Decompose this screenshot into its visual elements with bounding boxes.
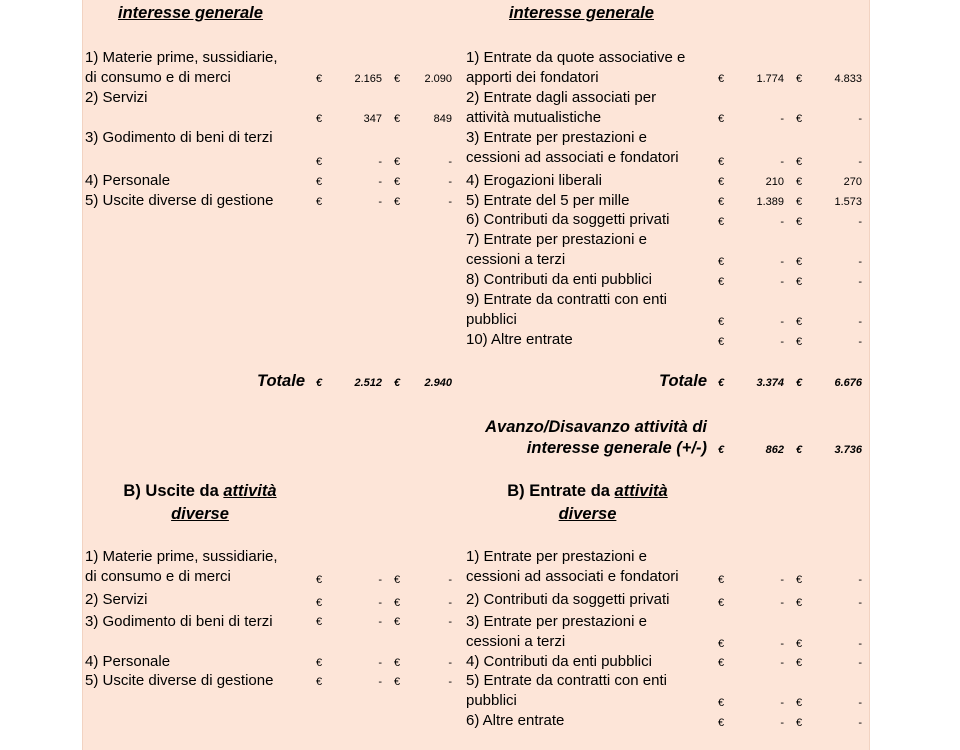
line-item-value-current: -: [378, 196, 382, 208]
currency-symbol: €: [394, 196, 401, 208]
line-item-label: 2) Servizi: [85, 591, 148, 608]
line-item-label: 3) Entrate per prestazioni e: [466, 613, 647, 630]
currency-symbol: €: [796, 377, 803, 389]
totale-uscite-a-v1: 2.512: [354, 377, 382, 389]
line-item-value-previous: -: [858, 717, 862, 729]
line-item-value-previous: -: [858, 113, 862, 125]
line-item-value-previous: -: [448, 574, 452, 586]
currency-symbol: €: [718, 657, 725, 669]
line-item-label: 4) Erogazioni liberali: [466, 172, 602, 189]
line-item-value-current: -: [378, 597, 382, 609]
currency-symbol: €: [394, 73, 401, 85]
currency-symbol: €: [316, 113, 323, 125]
currency-symbol: €: [718, 377, 725, 389]
line-item-value-previous: -: [858, 597, 862, 609]
line-item-value-previous: -: [448, 657, 452, 669]
currency-symbol: €: [316, 73, 323, 85]
currency-symbol: €: [796, 697, 803, 709]
line-item-label: pubblici: [466, 692, 517, 709]
line-item-value-current: 1.774: [756, 73, 784, 85]
currency-symbol: €: [796, 444, 803, 456]
line-item-value-current: -: [780, 638, 784, 650]
totale-entrate-a-label: Totale: [659, 372, 707, 390]
entrate-b-header-prefix: B) Entrate da: [507, 482, 615, 500]
line-item-label: 1) Materie prime, sussidiarie,: [85, 548, 278, 565]
line-item-value-previous: -: [858, 156, 862, 168]
avanzo-a-line1: Avanzo/Disavanzo attività di: [485, 418, 707, 436]
currency-symbol: €: [316, 377, 323, 389]
line-item-value-current: -: [780, 717, 784, 729]
currency-symbol: €: [718, 156, 725, 168]
uscite-b-header-prefix: B) Uscite da: [123, 482, 224, 500]
currency-symbol: €: [796, 657, 803, 669]
currency-symbol: €: [394, 574, 401, 586]
uscite-b-header-u1: attività: [223, 482, 277, 500]
currency-symbol: €: [796, 256, 803, 268]
line-item-value-current: -: [780, 316, 784, 328]
line-item-label: attività mutualistiche: [466, 109, 602, 126]
line-item-label: 1) Materie prime, sussidiarie,: [85, 49, 278, 66]
currency-symbol: €: [796, 176, 803, 188]
line-item-value-previous: -: [448, 176, 452, 188]
line-item-value-current: -: [780, 276, 784, 288]
line-item-value-previous: -: [858, 336, 862, 348]
avanzo-a-v2: 3.736: [834, 444, 862, 456]
line-item-label: 3) Entrate per prestazioni e: [466, 129, 647, 146]
line-item-value-current: -: [378, 574, 382, 586]
currency-symbol: €: [718, 73, 725, 85]
currency-symbol: €: [796, 717, 803, 729]
line-item-value-previous: 270: [843, 176, 862, 188]
currency-symbol: €: [394, 156, 401, 168]
currency-symbol: €: [796, 597, 803, 609]
currency-symbol: €: [796, 276, 803, 288]
line-item-label: 5) Entrate da contratti con enti: [466, 672, 667, 689]
uscite-b-header-u2: diverse: [171, 505, 229, 523]
totale-entrate-a-v2: 6.676: [834, 377, 862, 389]
entrate-a-header-subtitle: interesse generale: [509, 4, 654, 22]
line-item-value-previous: -: [448, 597, 452, 609]
currency-symbol: €: [394, 657, 401, 669]
line-item-label: cessioni a terzi: [466, 633, 566, 650]
line-item-value-previous: -: [858, 697, 862, 709]
line-item-value-current: -: [378, 616, 382, 628]
totale-entrate-a-v1: 3.374: [756, 377, 784, 389]
line-item-value-current: 347: [363, 113, 382, 125]
line-item-value-previous: -: [448, 616, 452, 628]
line-item-label: 4) Contributi da enti pubblici: [466, 653, 652, 670]
avanzo-a-v1: 862: [765, 444, 784, 456]
uscite-a-header-subtitle: interesse generale: [118, 4, 263, 22]
currency-symbol: €: [718, 717, 725, 729]
currency-symbol: €: [394, 597, 401, 609]
line-item-value-previous: -: [448, 676, 452, 688]
line-item-value-current: -: [378, 156, 382, 168]
line-item-value-current: 2.165: [354, 73, 382, 85]
grid-line: [82, 0, 83, 750]
currency-symbol: €: [718, 256, 725, 268]
currency-symbol: €: [718, 176, 725, 188]
currency-symbol: €: [718, 638, 725, 650]
line-item-value-previous: -: [448, 196, 452, 208]
line-item-value-current: -: [780, 156, 784, 168]
currency-symbol: €: [718, 276, 725, 288]
line-item-label: 2) Servizi: [85, 89, 148, 106]
line-item-value-current: -: [780, 697, 784, 709]
currency-symbol: €: [316, 156, 323, 168]
currency-symbol: €: [316, 196, 323, 208]
currency-symbol: €: [796, 156, 803, 168]
line-item-value-current: -: [780, 597, 784, 609]
line-item-label: 6) Altre entrate: [466, 712, 565, 729]
currency-symbol: €: [316, 574, 323, 586]
line-item-value-previous: 4.833: [834, 73, 862, 85]
line-item-value-current: -: [780, 113, 784, 125]
currency-symbol: €: [796, 113, 803, 125]
line-item-label: 4) Personale: [85, 172, 171, 189]
line-item-label: apporti dei fondatori: [466, 69, 599, 86]
line-item-value-current: -: [780, 574, 784, 586]
line-item-value-previous: 2.090: [424, 73, 452, 85]
currency-symbol: €: [718, 336, 725, 348]
line-item-label: 10) Altre entrate: [466, 331, 573, 348]
currency-symbol: €: [718, 316, 725, 328]
entrate-a-header: [509, 2, 654, 25]
currency-symbol: €: [718, 444, 725, 456]
line-item-label: 8) Contributi da enti pubblici: [466, 271, 652, 288]
line-item-value-current: -: [780, 657, 784, 669]
currency-symbol: €: [796, 216, 803, 228]
currency-symbol: €: [316, 176, 323, 188]
line-item-value-previous: -: [858, 574, 862, 586]
uscite-b-header: [110, 480, 290, 526]
line-item-value-previous: 1.573: [834, 196, 862, 208]
line-item-label: 3) Godimento di beni di terzi: [85, 613, 273, 630]
currency-symbol: €: [718, 574, 725, 586]
currency-symbol: €: [394, 113, 401, 125]
currency-symbol: €: [316, 657, 323, 669]
line-item-label: 5) Uscite diverse di gestione: [85, 192, 274, 209]
line-item-value-previous: -: [858, 256, 862, 268]
currency-symbol: €: [316, 616, 323, 628]
line-item-value-current: -: [378, 657, 382, 669]
line-item-label: 1) Entrate da quote associative e: [466, 49, 686, 66]
line-item-label: 5) Entrate del 5 per mille: [466, 192, 630, 209]
currency-symbol: €: [718, 216, 725, 228]
entrate-b-header-u2: diverse: [558, 505, 617, 523]
line-item-label: 9) Entrate da contratti con enti: [466, 291, 667, 308]
avanzo-a-line2: interesse generale (+/-): [526, 439, 707, 457]
line-item-label: 4) Personale: [85, 653, 171, 670]
uscite-a-header: [118, 2, 263, 25]
line-item-value-previous: -: [858, 216, 862, 228]
currency-symbol: €: [796, 73, 803, 85]
currency-symbol: €: [796, 316, 803, 328]
currency-symbol: €: [718, 697, 725, 709]
avanzo-a-label: [440, 417, 707, 459]
line-item-label: 2) Contributi da soggetti privati: [466, 591, 670, 608]
line-item-value-previous: -: [858, 316, 862, 328]
line-item-label: 5) Uscite diverse di gestione: [85, 672, 274, 689]
line-item-label: di consumo e di merci: [85, 568, 231, 585]
currency-symbol: €: [718, 597, 725, 609]
grid-line: [869, 0, 870, 750]
currency-symbol: €: [316, 676, 323, 688]
line-item-label: 7) Entrate per prestazioni e: [466, 231, 647, 248]
line-item-label: 3) Godimento di beni di terzi: [85, 129, 273, 146]
line-item-value-previous: 849: [433, 113, 452, 125]
currency-symbol: €: [316, 597, 323, 609]
line-item-label: 1) Entrate per prestazioni e: [466, 548, 647, 565]
line-item-value-current: -: [780, 216, 784, 228]
line-item-label: di consumo e di merci: [85, 69, 231, 86]
currency-symbol: €: [796, 638, 803, 650]
line-item-label: cessioni ad associati e fondatori: [466, 149, 679, 166]
line-item-value-previous: -: [858, 657, 862, 669]
currency-symbol: €: [394, 676, 401, 688]
line-item-value-previous: -: [448, 156, 452, 168]
currency-symbol: €: [796, 196, 803, 208]
entrate-b-header: [490, 480, 685, 526]
currency-symbol: €: [796, 574, 803, 586]
currency-symbol: €: [718, 196, 725, 208]
currency-symbol: €: [394, 377, 401, 389]
totale-uscite-a-v2: 2.940: [424, 377, 452, 389]
line-item-value-current: -: [378, 676, 382, 688]
line-item-label: cessioni ad associati e fondatori: [466, 568, 679, 585]
currency-symbol: €: [718, 113, 725, 125]
entrate-b-header-u1: attività: [614, 482, 668, 500]
currency-symbol: €: [796, 336, 803, 348]
line-item-label: cessioni a terzi: [466, 251, 566, 268]
currency-symbol: €: [394, 176, 401, 188]
line-item-value-current: -: [780, 256, 784, 268]
line-item-value-previous: -: [858, 638, 862, 650]
line-item-value-current: -: [378, 176, 382, 188]
line-item-label: pubblici: [466, 311, 517, 328]
line-item-value-current: 1.389: [756, 196, 784, 208]
line-item-value-current: -: [780, 336, 784, 348]
totale-uscite-a-label: Totale: [257, 372, 305, 390]
line-item-label: 6) Contributi da soggetti privati: [466, 211, 670, 228]
line-item-value-previous: -: [858, 276, 862, 288]
currency-symbol: €: [394, 616, 401, 628]
line-item-label: 2) Entrate dagli associati per: [466, 89, 657, 106]
line-item-value-current: 210: [765, 176, 784, 188]
